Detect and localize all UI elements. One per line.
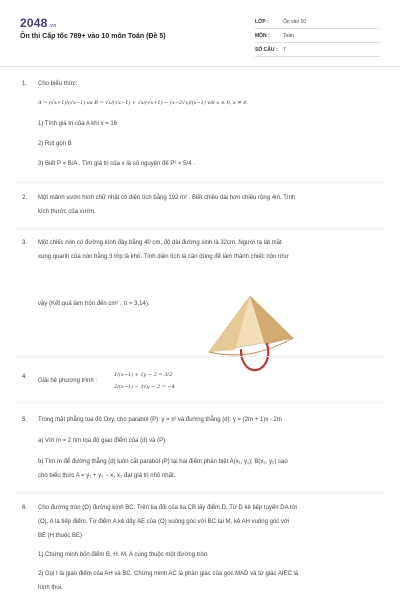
question-5-part-a: a) Với m = 2 tìm tọa độ giao điểm của (d) và (P) — [38, 438, 166, 444]
question-number: 5. — [22, 417, 28, 423]
question-separator — [15, 492, 385, 493]
question-5-part-b-line-1: b) Tìm m để đường thẳng (d) luôn cắt parabol (P) tại hai điểm phân biệt A(x₁, y₁); B(x₂, y₂) sao — [38, 459, 288, 465]
meta-value: Toán — [283, 33, 294, 39]
question-3-line-1: Một chiếc nón có đường kính đáy bằng 40 cm, độ dài đường sinh là 32cm. Người ta lát mặt — [38, 240, 282, 246]
question-number: 4. — [22, 374, 28, 380]
question-number: 1. — [22, 81, 28, 87]
question-5-part-b-line-2: cho biểu thức A = y₁ + y₂ − x₁ x₂ đạt giá trị nhỏ nhất. — [38, 473, 176, 479]
question-1-part-2: 2) Rút gọn B — [38, 141, 72, 147]
meta-key: LỚP : — [255, 19, 269, 25]
question-5-intro: Trong mặt phẳng tọa độ Oxy, cho parabol (P): y = x² và đường thẳng (d): y = (2m + 1)x - 2m — [38, 417, 282, 423]
question-1-part-1: 1) Tính giá trị của A khi x = 16 — [38, 121, 118, 127]
question-separator — [15, 182, 385, 183]
question-number: 2. — [22, 195, 28, 201]
question-3-line-3: vậy (Kết quả làm tròn đến cm² , π ≈ 3,14). — [38, 301, 150, 307]
question-2-line-1: Một mảnh vườn hình chữ nhật có diện tích bằng 192 m² . Biết chiều dài hơn chiều rộng 4m. Tính — [38, 195, 296, 201]
question-1-part-3: 3) Biết P = B/A . Tìm giá trị của x là số nguyên để P² < 5/4 . — [38, 161, 195, 167]
question-6-part-2-line-1: 2) Gọi I là giao điểm của AH và BC. Chứng minh AC là phân giác của góc MAD và tứ giác AIEC là — [38, 571, 299, 577]
question-separator — [15, 402, 385, 403]
equation-1: 1/(x−1) + √y − 2 = 3/2 — [114, 372, 173, 378]
question-4-label: Giải hệ phương trình : — [38, 378, 97, 384]
question-1-formula: A = (√x+1)/(√x−1) và B = √x/(√x−1) + √x/(√x+1) − (x−2√x)/(x−1) với x ≥ 0, x ≠ 4. — [38, 100, 248, 106]
question-6-part-1: 1) Chứng minh bốn điểm B, H, M, A cùng thuộc một đường tròn. — [38, 552, 209, 558]
question-separator — [15, 356, 385, 357]
meta-value: Ôn vào 10 — [283, 19, 307, 25]
question-3-line-2: xung quanh của nón bằng 3 lớp lá khô. Tính diện tích lá cần dùng để làm thành chiếc nón như — [38, 254, 289, 260]
meta-key: MÔN : — [255, 33, 270, 39]
logo-text: 2048 — [20, 16, 48, 30]
logo-domain: .vn — [48, 23, 57, 29]
meta-value: 7 — [283, 47, 286, 53]
question-1-intro: Cho biểu thức: — [38, 81, 78, 87]
question-number: 3. — [22, 240, 28, 246]
question-6-part-2-line-2: hình thoi. — [38, 585, 63, 591]
exam-title: Ôn thi Cấp tốc 789+ vào 10 môn Toán (Đề 5) — [20, 33, 166, 40]
conical-hat-icon — [205, 292, 295, 377]
meta-key: SỐ CÂU : — [255, 47, 278, 53]
question-6-line-1: Cho đường tròn (O) đường kính BC. Trên tia đối của tia CB lấy điểm D. Từ D kẻ tiếp tuyến DA tới — [38, 505, 297, 511]
question-separator — [15, 228, 385, 229]
equation-2: 2/(x−1) − 3√y − 2 = −4 — [114, 384, 175, 390]
question-6-line-3: BE (H thuộc BE) — [38, 533, 83, 539]
question-number: 6. — [22, 505, 28, 511]
question-2-line-2: kích thước của vườn. — [38, 209, 96, 215]
question-6-line-2: (O), A là tiếp điểm. Từ điểm A kẻ dây AE của (O) vuông góc với BC tại M, kẻ AH vuông góc với — [38, 519, 290, 525]
